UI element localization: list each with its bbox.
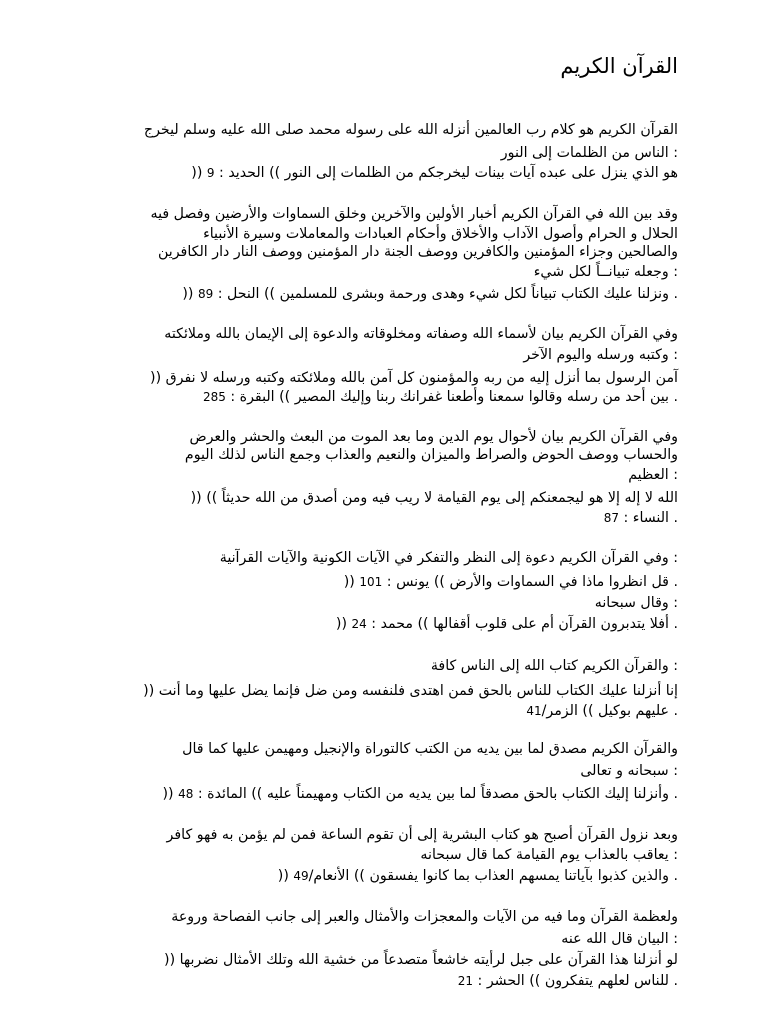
line-text: . بين أحد من رسله وقالوا سمعنا وأطعنا غفرانك ربنا وإليك المصير )) البقرة : [225, 389, 678, 405]
text-line [162, 785, 678, 804]
text-line [185, 446, 678, 465]
text-line [604, 509, 678, 528]
text-line [189, 428, 678, 447]
text-line [595, 594, 678, 613]
text-line [143, 682, 678, 701]
verse-number: 101 [359, 575, 383, 589]
verse-number: 49 [293, 869, 309, 883]
text-line [628, 466, 678, 485]
verse-number: 21 [457, 974, 474, 988]
document-title: القرآن الكريم [560, 54, 678, 78]
line-text: : وفي القرآن الكريم دعوة إلى النظر والتفكر في الآيات الكونية والآيات القرآنية [219, 550, 678, 566]
verse-number: 89 [197, 287, 214, 301]
line-text: : وقال سبحانه [594, 595, 678, 611]
line-text: وفي القرآن الكريم بيان لأسماء الله وصفاته ومخلوقاته والدعوة إلى الإيمان بالله وملائكته [164, 326, 678, 342]
line-text: : والقرآن الكريم كتاب الله إلى الناس كافة [430, 658, 678, 674]
text-line [458, 972, 678, 991]
line-text: لو أنزلنا هذا القرآن على جبل لرأيته خاشعاً متصدعاً من خشية الله وتلك الأمثال نضربها (( [164, 952, 678, 968]
text-line [431, 657, 678, 676]
line-text: : البيان قال الله عنه [561, 931, 678, 947]
text-line [158, 243, 678, 262]
text-line [164, 951, 678, 970]
line-text: : الناس من الظلمات إلى النور [500, 145, 678, 161]
text-line [534, 263, 678, 282]
text-line [523, 346, 678, 365]
line-text: ولعظمة القرآن وما فيه من الآيات والمعجزات والأمثال والعبر إلى جانب الفصاحة وروعة [171, 909, 678, 925]
line-text: وبعد نزول القرآن أصبح هو كتاب البشرية إلى أن تقوم الساعة فمن لم يؤمن به فهو كافر [166, 827, 678, 843]
line-text: . والذين كذبوا بآياتنا يمسهم العذاب بما كانوا يفسقون )) الأنعام/ [308, 868, 678, 884]
closing-bracket: (( [335, 616, 352, 632]
text-line [278, 867, 678, 886]
text-line [182, 740, 678, 759]
line-text: آمن الرسول بما أنزل إليه من ربه والمؤمنون كل آمن بالله وملائكته وكتبه ورسله لا نفرق (( [150, 370, 678, 386]
text-line [203, 225, 678, 244]
line-text: وقد بين الله في القرآن الكريم أخبار الأولين والآخرين وخلق السماوات والأرضين وفصل فيه [150, 206, 678, 222]
text-line [336, 615, 678, 634]
text-line [150, 369, 678, 388]
line-text: والصالحين وجزاء المؤمنين والكافرين ووصف الجنة دار المؤمنين ووصف النار دار الكافرين [157, 244, 678, 260]
line-text: . قل انظروا ماذا في السماوات والأرض )) يونس : [382, 574, 678, 590]
text-line [144, 121, 678, 140]
line-text: : وكتبه ورسله واليوم الآخر [523, 347, 678, 363]
text-line [220, 549, 678, 568]
verse-number: 24 [351, 617, 367, 631]
closing-bracket: (( [162, 786, 179, 802]
text-line [182, 285, 678, 304]
line-text: . النساء : [618, 510, 678, 526]
line-text: . ونزلنا عليك الكتاب تبياناً لكل شيء وهدى ورحمة وبشرى للمسلمين )) النحل : [213, 286, 678, 302]
line-text: . عليهم بوكيل )) الزمر/ [541, 703, 678, 719]
closing-bracket: (( [182, 286, 198, 302]
line-text: . أفلا يتدبرون القرآن أم على قلوب أقفالها )) محمد : [366, 616, 678, 632]
line-text: : العظيم [628, 467, 678, 483]
line-text: والقرآن الكريم مصدق لما بين يديه من الكتب كالتوراة والإنجيل ومهيمن عليها كما قال [182, 741, 678, 757]
text-line [344, 573, 678, 592]
text-line [171, 908, 678, 927]
line-text: والحساب ووصف الحوض والصراط والميزان والنعيم والعذاب وجمع الناس لذلك اليوم [184, 447, 678, 463]
line-text: هو الذي ينزل على عبده آيات بينات ليخرجكم من الظلمات إلى النور )) الحديد : [214, 165, 678, 181]
text-line [501, 144, 678, 163]
line-text: . وأنزلنا إليك الكتاب بالحق مصدقاً لما بين يديه من الكتاب ومهيمناً عليه )) المائدة : [193, 786, 678, 802]
text-line [580, 762, 678, 781]
verse-number: 87 [603, 511, 619, 525]
line-text: الله لا إله إلا هو ليجمعنكم إلى يوم القيامة لا ريب فيه ومن أصدق من الله حديثاً )) (( [190, 490, 678, 506]
text-line [203, 388, 678, 407]
text-line [420, 846, 678, 865]
text-line [164, 325, 678, 344]
line-text: . للناس لعلهم يتفكرون )) الحشر : [473, 973, 678, 989]
line-text: : سبحانه و تعالى [580, 763, 678, 779]
text-line [150, 205, 678, 224]
closing-bracket: (( [343, 574, 360, 590]
text-line [167, 826, 678, 845]
verse-number: 285 [202, 390, 226, 404]
line-text: القرآن الكريم هو كلام رب العالمين أنزله الله على رسوله محمد صلى الله عليه وسلم ليخرج [143, 122, 678, 138]
line-text: : وجعله تبيانــاً لكل شيء [533, 264, 678, 280]
text-line [191, 164, 678, 183]
verse-number: 48 [178, 787, 194, 801]
line-text: إنا أنزلنا عليك الكتاب للناس بالحق فمن اهتدى فلنفسه ومن ضل فإنما يضل عليها وما أنت (( [143, 683, 678, 699]
line-text: : يعاقب بالعذاب يوم القيامة كما قال سبحانه [420, 847, 678, 863]
closing-bracket: (( [191, 165, 207, 181]
text-line [191, 489, 678, 508]
verse-number: 41 [526, 704, 542, 718]
line-text: وفي القرآن الكريم بيان لأحوال يوم الدين وما بعد الموت من البعث والحشر والعرض [189, 429, 678, 445]
verse-number: 9 [206, 166, 215, 180]
line-text: الحلال و الحرام وأصول الآداب والأخلاق وأحكام العبادات والمعاملات وسيرة الأنبياء [203, 226, 678, 242]
text-line [526, 702, 678, 721]
text-line [561, 930, 678, 949]
closing-bracket: (( [277, 868, 294, 884]
